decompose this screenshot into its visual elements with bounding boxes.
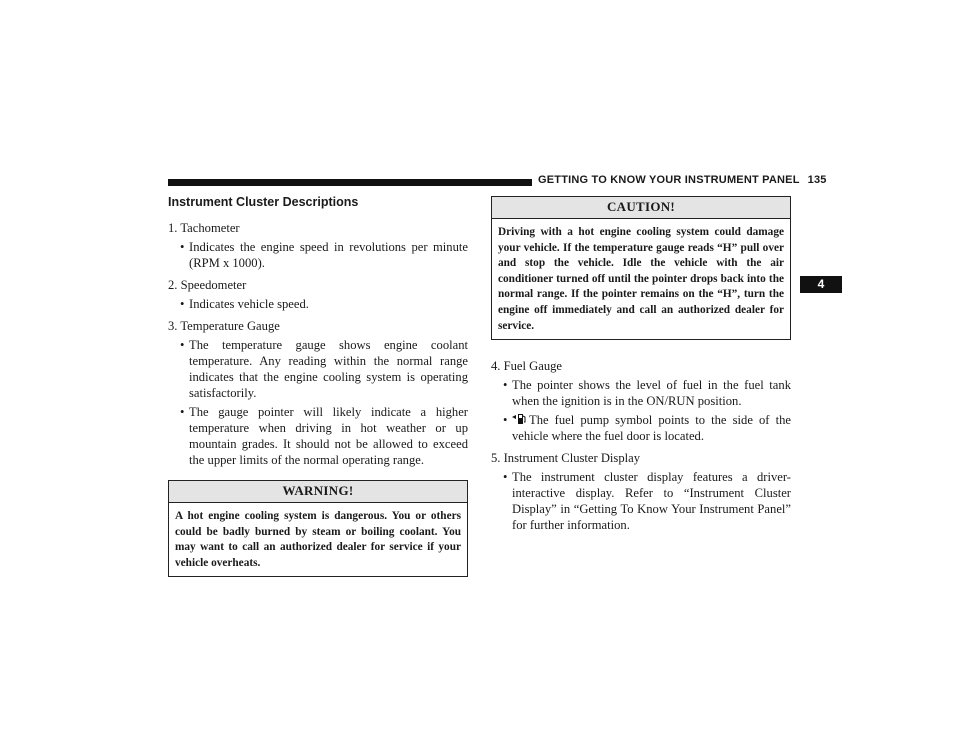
item-heading: 1. Tachometer	[168, 221, 240, 235]
warning-body: A hot engine cooling system is dangerous. You or others could be badly burned by steam or boiling coolant. You may want to call an authorized dealer for service if your vehicle overheats.	[175, 510, 461, 569]
item-heading: 4. Fuel Gauge	[491, 359, 562, 374]
bullet-text: • The pointer shows the level of fuel in the fuel tank when the ignition is in the ON/RUN position.	[503, 378, 791, 409]
bullet-text: • Indicates vehicle speed.	[180, 297, 309, 311]
bullet-text: • The temperature gauge shows engine coolant temperature. Any reading within the normal range indicates that the engine cooling system is operating satisfactorily.	[180, 338, 468, 400]
left-column	[168, 194, 468, 577]
caution-box	[491, 196, 791, 340]
bullet-dot: •	[180, 240, 185, 254]
page-number: 135	[807, 174, 827, 186]
bullet-text: • The instrument cluster display features a driver-interactive display. Refer to “Instrument Cluster Display” in “Getting To Know Your Instrument Panel” for further information.	[503, 470, 791, 533]
warning-title: WARNING!	[169, 481, 467, 503]
header-title: GETTING TO KNOW YOUR INSTRUMENT PANEL	[538, 174, 800, 186]
bullet-dot: •	[180, 297, 185, 311]
running-header	[538, 174, 827, 186]
right-column	[491, 196, 791, 539]
item-heading: 5. Instrument Cluster Display	[491, 451, 641, 466]
list-item-tachometer	[168, 220, 468, 271]
bullet-dot: •	[180, 405, 185, 419]
list-item-temperature-gauge	[168, 318, 468, 468]
caution-body: Driving with a hot engine cooling system could damage your vehicle. If the temperature gauge reads “H” pull over and stop the vehicle. Idle the vehicle with the air conditioner turned off until the pointer drops back into the normal range. If the pointer remains on the “H”, turn the engine off immediately and call an authorized dealer for service.	[498, 226, 784, 332]
section-title: Instrument Cluster Descriptions	[168, 195, 359, 209]
bullet-dot: •	[180, 338, 185, 352]
bullet-text: • Indicates the engine speed in revolutions per minute (RPM x 1000).	[180, 240, 468, 270]
list-item-instrument-cluster-display	[491, 450, 791, 533]
caution-title: CAUTION!	[492, 197, 790, 219]
bullet-text: • The fuel pump symbol points to the side of the vehicle where the fuel door is located.	[503, 413, 791, 444]
bullet-text: • The gauge pointer will likely indicate a higher temperature when driving in hot weather or up mountain grades. It should not be allowed to exceed the upper limits of the normal operating range.	[180, 405, 468, 467]
chapter-tab: 4	[800, 276, 842, 293]
bullet-dot: •	[503, 413, 508, 428]
list-item-fuel-gauge	[491, 358, 791, 444]
item-heading: 2. Speedometer	[168, 278, 247, 292]
item-heading: 3. Temperature Gauge	[168, 319, 280, 333]
list-item-speedometer	[168, 277, 468, 312]
bullet-dot: •	[503, 378, 508, 393]
fuel-pump-icon	[512, 413, 526, 425]
warning-box	[168, 480, 468, 577]
header-rule	[168, 179, 532, 186]
bullet-dot: •	[503, 470, 508, 485]
